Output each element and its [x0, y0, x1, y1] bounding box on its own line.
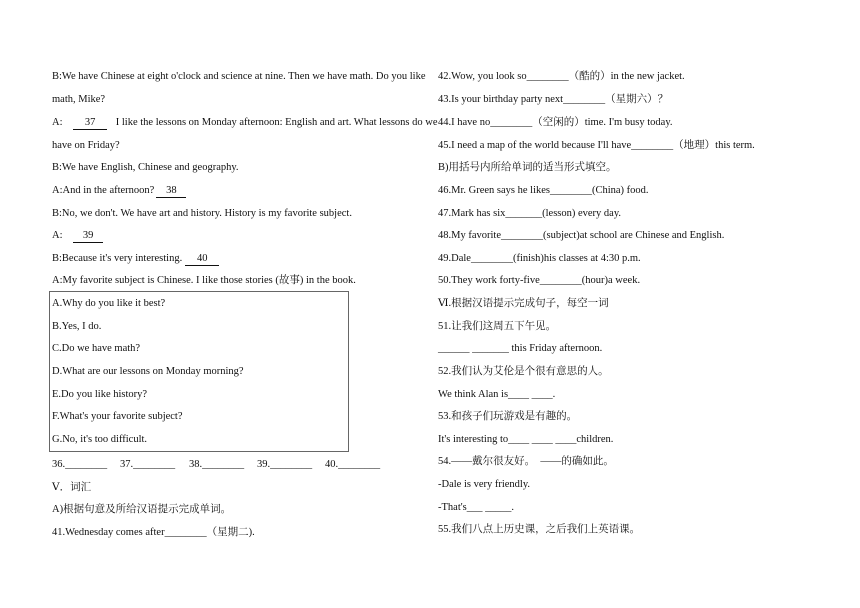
question-44: 44.I have no________（空闲的）time. I'm busy today. — [438, 117, 673, 128]
option-c: C.Do we have math? — [52, 343, 141, 354]
dialog-line-9-text: B:Because it's very interesting. — [52, 253, 183, 264]
question-53: 53.和孩子们玩游戏是有趣的。 — [438, 411, 578, 422]
question-42: 42.Wow, you look so________（酷的）in the new jacket. — [438, 71, 685, 82]
dialog-line-9 — [52, 252, 219, 266]
blank-39: 39 — [73, 230, 103, 243]
blank-38: 38 — [156, 185, 186, 198]
option-d: D.What are our lessons on Monday morning? — [52, 366, 244, 377]
dialog-line-7: B:No, we don't. We have art and history. History is my favorite subject. — [52, 208, 352, 219]
dialog-line-6-text: A:And in the afternoon? — [52, 185, 155, 196]
question-52: 52.我们认为艾伦是个很有意思的人。 — [438, 366, 609, 377]
answer-54-line-2: -That's___ _____. — [438, 502, 514, 513]
answer-53: It's interesting to____ ____ ____children. — [438, 434, 614, 445]
question-49: 49.Dale________(finish)his classes at 4:30 p.m. — [438, 253, 641, 264]
speaker-a: A: — [52, 117, 63, 128]
question-48: 48.My favorite________(subject)at school are Chinese and English. — [438, 230, 725, 241]
question-47: 47.Mark has six_______(lesson) every day. — [438, 208, 622, 219]
answer-36: 36.________ — [52, 459, 108, 470]
question-55: 55.我们八点上历史课，之后我们上英语课。 — [438, 524, 641, 535]
blank-40: 40 — [185, 253, 219, 266]
option-a: A.Why do you like it best? — [52, 298, 166, 309]
question-54: 54.——戴尔很友好。 ——的确如此。 — [438, 456, 614, 467]
dialog-line-6 — [52, 184, 186, 198]
dialog-line-8 — [52, 229, 103, 243]
section-5-title: Ⅴ．词汇 — [52, 482, 92, 493]
dialog-line-10: A:My favorite subject is Chinese. I like those stories (故事) in the book. — [52, 275, 356, 286]
dialog-line-5: B:We have English, Chinese and geography. — [52, 162, 239, 173]
part-b-instruction: B)用括号内所给单词的适当形式填空。 — [438, 162, 617, 173]
question-50: 50.They work forty-five________(hour)a week. — [438, 275, 641, 286]
answer-37: 37.________ — [120, 459, 176, 470]
dialog-line-4: have on Friday? — [52, 140, 120, 151]
question-41: 41.Wednesday comes after________（星期二). — [52, 527, 255, 538]
question-46: 46.Mr. Green says he likes________(China) food. — [438, 185, 649, 196]
answer-52: We think Alan is____ ____. — [438, 389, 556, 400]
dialog-line-1: B:We have Chinese at eight o'clock and science at nine. Then we have math. Do you like — [52, 71, 426, 82]
answer-38: 38.________ — [189, 459, 245, 470]
blank-37: 37 — [73, 117, 107, 130]
dialog-line-3 — [52, 116, 438, 130]
option-e: E.Do you like history? — [52, 389, 148, 400]
dialog-line-3-text: I like the lessons on Monday afternoon: English and art. What lessons do we — [115, 117, 438, 128]
option-g: G.No, it's too difficult. — [52, 434, 148, 445]
question-51: 51.让我们这周五下午见。 — [438, 321, 557, 332]
dialog-line-8-text: A: — [52, 230, 63, 241]
answer-40: 40.________ — [325, 459, 381, 470]
option-f: F.What's your favorite subject? — [52, 411, 183, 422]
dialog-line-2: math, Mike? — [52, 94, 106, 105]
answer-54-line-1: -Dale is very friendly. — [438, 479, 531, 490]
question-43: 43.Is your birthday party next________（星期六）？ — [438, 94, 669, 105]
option-b: B.Yes, I do. — [52, 321, 102, 332]
answer-39: 39.________ — [257, 459, 313, 470]
answer-51: ______ _______ this Friday afternoon. — [438, 343, 603, 354]
question-45: 45.I need a map of the world because I'll have________（地理）this term. — [438, 140, 755, 151]
part-a-instruction: A)根据句意及所给汉语提示完成单词。 — [52, 504, 232, 515]
section-6-title: Ⅵ.根据汉语提示完成句子，每空一词 — [438, 298, 609, 309]
